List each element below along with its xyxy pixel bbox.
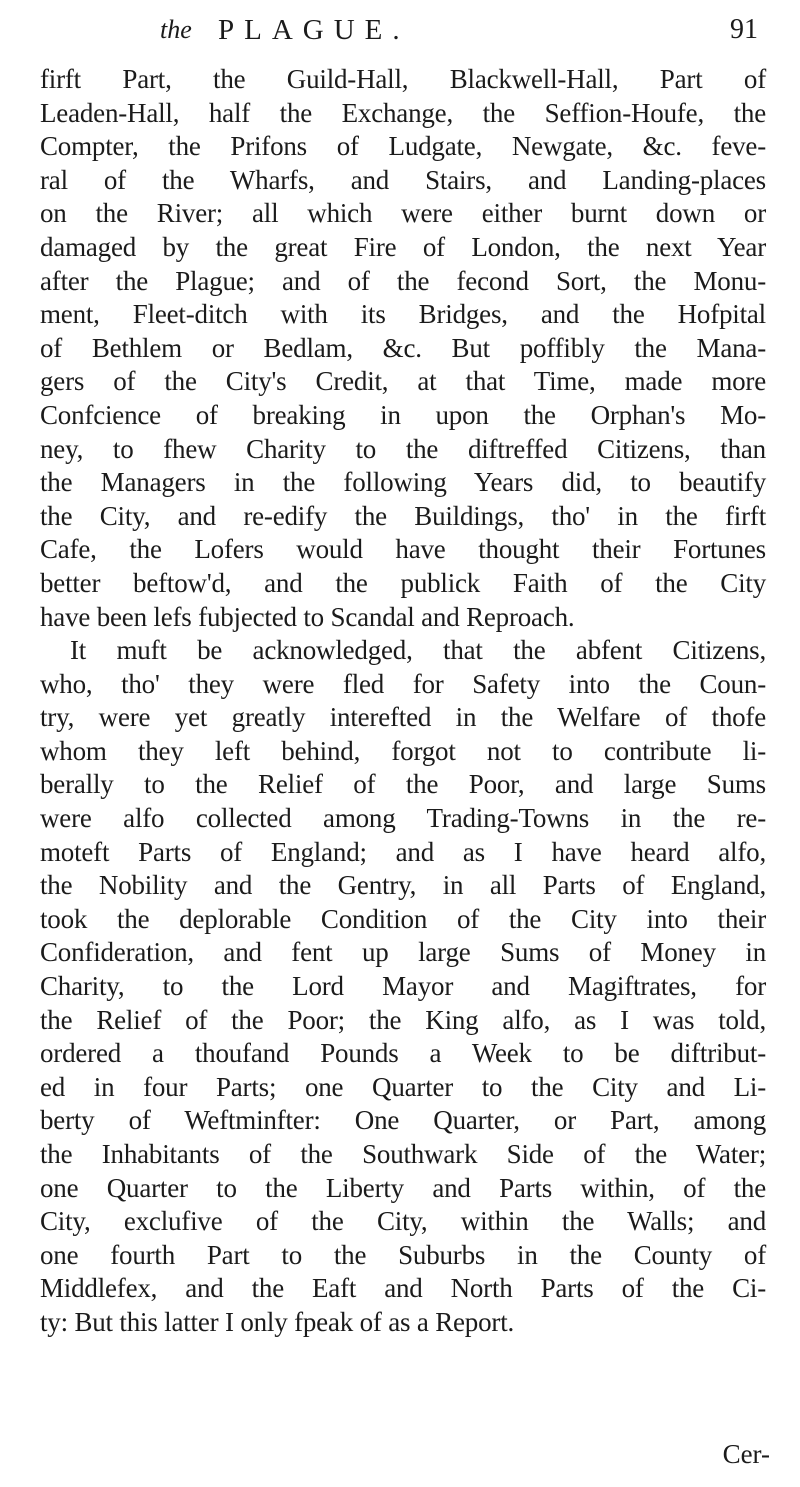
running-head-prefix: the [160, 15, 192, 44]
text-line: ment, Fleet-ditch with its Bridges, and the Hofpital [40, 299, 766, 330]
text-line: Cafe, the Lofers would have thought their Fortunes [40, 534, 766, 565]
text-line: the Inhabitants of the Southwark Side of the Water; [40, 1139, 766, 1169]
text-line: moteft Parts of England; and as I have heard alfo, [40, 836, 766, 867]
running-head [160, 6, 758, 54]
text-line: were alfo collected among Trading-Towns in the re- [40, 803, 766, 834]
page-number: 91 [730, 14, 758, 45]
text-line: whom they left behind, forgot not to contribute li- [40, 735, 766, 766]
text-line: firft Part, the Guild-Hall, Blackwell-Hall, Part of [40, 64, 766, 94]
text-line: berty of Weftminfter: One Quarter, or Part, among [40, 1105, 766, 1136]
text-line: the Managers in the following Years did, to beautify [40, 467, 766, 498]
paragraph-start-line: It muft be acknowledged, that the abfent Citizens, [70, 635, 766, 666]
catchword: Cer- [722, 1439, 770, 1469]
running-head-title: PLAGUE. [218, 14, 410, 46]
text-line: the City, and re-edify the Buildings, tho' in the firft [40, 500, 766, 531]
text-line: Middlefex, and the Eaft and North Parts of the Ci- [40, 1273, 766, 1304]
text-line: ney, to fhew Charity to the diftreffed Citizens, than [40, 433, 766, 464]
text-line: better beftow'd, and the publick Faith of the City [40, 567, 766, 598]
text-line: one fourth Part to the Suburbs in the County of [40, 1239, 766, 1270]
body-text [40, 63, 766, 1340]
text-line: the Relief of the Poor; the King alfo, as I was told, [40, 1004, 766, 1035]
text-line: the Nobility and the Gentry, in all Parts of England, [40, 870, 766, 901]
text-line: Confcience of breaking in upon the Orphan's Mo- [40, 399, 766, 430]
text-line: berally to the Relief of the Poor, and large Sums [40, 769, 766, 800]
text-line: one Quarter to the Liberty and Parts within, of the [40, 1172, 766, 1203]
text-line: Leaden-Hall, half the Exchange, the Seffion-Houfe, the [40, 97, 766, 128]
text-line: Charity, to the Lord Mayor and Magiftrates, for [40, 971, 766, 1002]
text-line: who, tho' they were fled for Safety into the Coun- [40, 668, 766, 699]
text-line: ordered a thoufand Pounds a Week to be diftribut- [40, 1038, 766, 1069]
text-line: have been lefs fubjected to Scandal and Reproach. [40, 601, 575, 632]
text-line: ral of the Wharfs, and Stairs, and Landing-places [40, 164, 766, 195]
text-line: gers of the City's Credit, at that Time, made more [40, 366, 766, 397]
text-line: took the deplorable Condition of the City into their [40, 903, 766, 934]
text-line: after the Plague; and of the fecond Sort, the Monu- [40, 265, 766, 296]
text-line: ed in four Parts; one Quarter to the City and Li- [40, 1071, 766, 1102]
text-line: on the River; all which were either burnt down or [40, 198, 766, 229]
text-line: damaged by the great Fire of London, the next Year [40, 231, 766, 262]
text-line: try, were yet greatly interefted in the Welfare of thofe [40, 702, 766, 733]
text-line: City, exclufive of the City, within the Walls; and [40, 1206, 766, 1237]
text-line: Compter, the Prifons of Ludgate, Newgate, &c. feve- [40, 131, 766, 162]
text-line: ty: But this latter I only fpeak of as a Report. [40, 1306, 515, 1337]
text-line: Confideration, and fent up large Sums of Money in [40, 937, 766, 968]
text-line: of Bethlem or Bedlam, &c. But poffibly the Mana- [40, 332, 766, 363]
